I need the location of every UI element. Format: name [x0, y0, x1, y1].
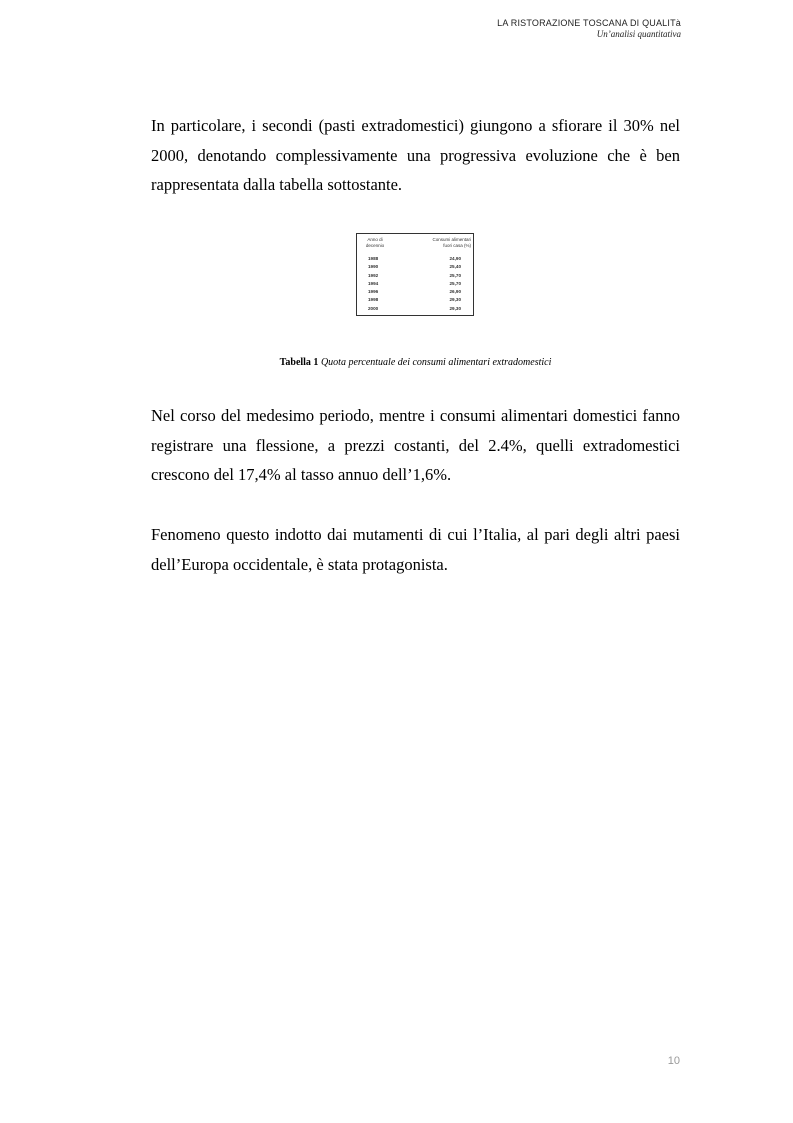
table-cell-value: 24,90	[449, 256, 461, 261]
header-subtitle: Un’analisi quantitativa	[596, 29, 681, 39]
table-cell-year: 2000	[368, 305, 379, 311]
table-cell-year: 1992	[368, 272, 379, 278]
table-row	[357, 273, 473, 281]
data-table	[356, 233, 474, 316]
table-cell-year: 1990	[368, 264, 379, 270]
table-cell-value: 25,40	[449, 264, 461, 270]
caption-text: Quota percentuale dei consumi alimentari extradomestici	[320, 357, 552, 368]
table-row	[357, 264, 473, 272]
table-row	[357, 289, 473, 297]
paragraph-consumption: Nel corso del medesimo periodo, mentre i consumi alimentari domestici fanno registrare una flessione, a prezzi costanti, del 2.4%, quelli extradomestici crescono del 17,4% al tasso annuo dell’1,6%.	[151, 406, 680, 484]
table-cell-year: 1998	[368, 297, 379, 303]
page-number: 10	[667, 1055, 680, 1067]
table-cell-year: 1988	[368, 256, 379, 261]
caption-label: Tabella 1	[279, 357, 319, 368]
page-header	[497, 18, 681, 39]
paragraph-intro: In particolare, i secondi (pasti extradomestici) giungono a sfiorare il 30% nel 2000, denotando complessivamente una progressiva evoluzione che è ben rappresentata dalla tabella sottostante.	[151, 116, 680, 194]
table-caption	[151, 357, 680, 368]
table-cell-year: 1996	[368, 289, 379, 295]
table-row	[357, 281, 473, 289]
table-header-year-line1: Anno di	[367, 237, 383, 242]
table-row	[357, 306, 473, 314]
header-title: LA RISTORAZIONE TOSCANA DI QUALITà	[497, 18, 681, 28]
table-header-value-line2: fuori casa (%)	[443, 242, 471, 248]
table-header-value-line1: Consumi alimentari	[432, 237, 471, 242]
table-row	[357, 297, 473, 305]
table-header-year	[365, 237, 385, 248]
table-cell-value: 29,30	[449, 305, 461, 311]
paragraph-phenomenon: Fenomeno questo indotto dai mutamenti di cui l’Italia, al pari degli altri paesi dell’Europa occidentale, è stata protagonista.	[151, 525, 680, 574]
table-cell-value: 25,70	[449, 280, 461, 286]
table-header	[357, 237, 473, 249]
table-cell-value: 29,30	[449, 297, 461, 303]
table-header-year-line2: decennio	[365, 242, 385, 248]
table-header-value	[431, 237, 471, 248]
table-cell-value: 25,70	[449, 272, 461, 278]
table-row	[357, 256, 473, 264]
table-body	[357, 256, 473, 314]
table-cell-year: 1994	[368, 280, 379, 286]
table-cell-value: 26,90	[449, 289, 461, 295]
